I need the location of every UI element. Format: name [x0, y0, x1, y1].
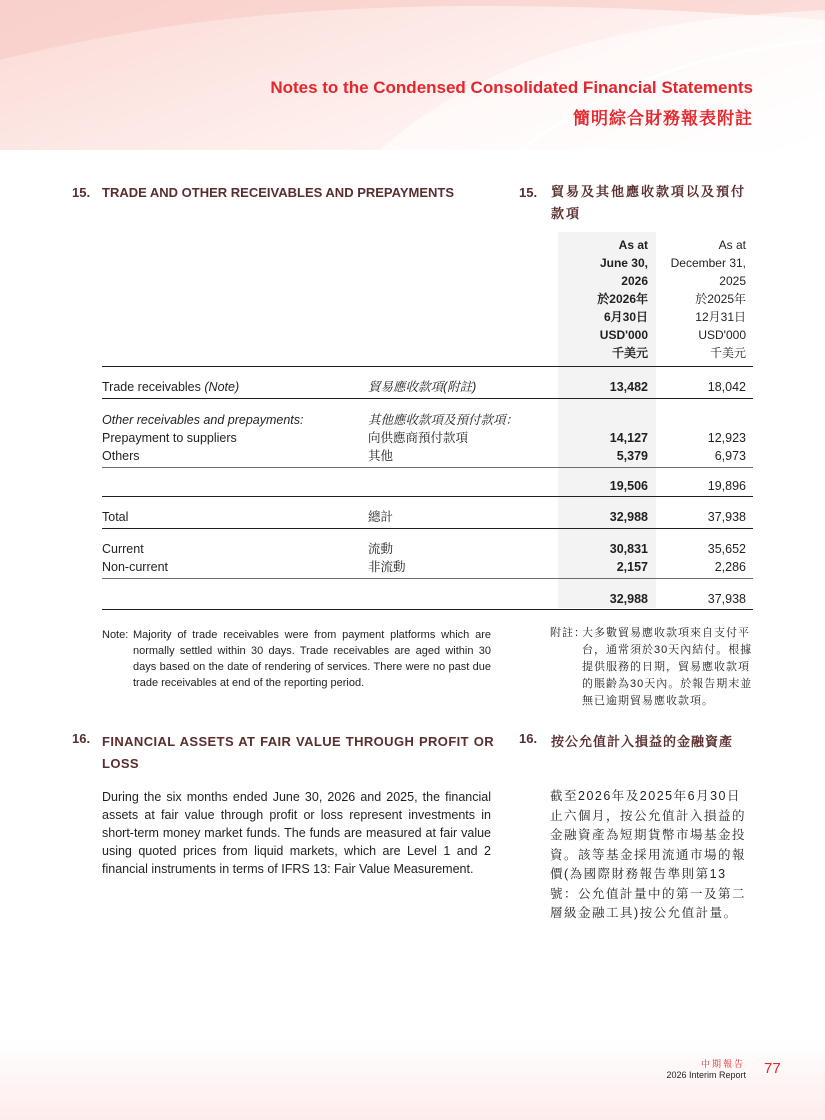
footer-background	[0, 1040, 825, 1120]
table-row-prepayment: Prepayment to suppliers 向供應商預付款項 14,127 12,923	[102, 431, 746, 445]
row-rule	[102, 467, 753, 468]
table-row-trade-receivables: Trade receivables (Note) 貿易應收款項(附註) 13,482 18,042	[102, 380, 746, 394]
table-row-non-current: Non-current 非流動 2,157 2,286	[102, 560, 746, 574]
section-15-heading-zh: 貿易及其他應收款項以及預付款項	[551, 184, 747, 221]
table-header-rule	[102, 366, 753, 367]
page-number: 77	[764, 1060, 781, 1077]
table-row-grand-total: 32,988 37,938	[609, 592, 746, 606]
section-16-heading-zh: 按公允值計入損益的金融資產	[551, 734, 734, 749]
note-en: Note: Majority of trade receivables were from payment platforms which are normally settled within 30 days. Trade receivables are aged within 30 days based on the date of rendering of services. There were no past due trade receivables at end of the reporting period.	[102, 629, 491, 689]
section-15-heading-en: TRADE AND OTHER RECEIVABLES AND PREPAYMENTS	[102, 185, 454, 200]
section-15-number-zh: 15.	[519, 185, 538, 200]
row-rule	[102, 398, 753, 399]
footer-report-zh: 中期報告	[700, 1059, 745, 1069]
table-row-others: Others 其他 5,379 6,973	[102, 449, 746, 463]
table-row-subtotal: 19,506 19,896	[609, 479, 746, 493]
section-15-number: 15.	[72, 185, 91, 200]
section-16-heading-en: FINANCIAL ASSETS AT FAIR VALUE THROUGH PROFIT OR LOSS	[102, 734, 494, 771]
column-header-current: As at June 30, 2026 於2026年 6月30日 USD'000 千美元	[597, 238, 648, 360]
section-16-paragraph-zh: 截至2026年及2025年6月30日止六個月，按公允值計入損益的金融資產為短期貨幣市場基金投資。該等基金採用流通市場的報價(為國際財務報告準則第13號：公允值計量中的第一及第二層級金融工具)按公允值計量。	[550, 789, 747, 920]
row-rule	[102, 496, 753, 497]
page-title-zh: 簡明綜合財務報表附註	[573, 109, 753, 128]
row-rule	[102, 528, 753, 529]
table-row-total: Total 總計 32,988 37,938	[102, 510, 746, 524]
column-header-previous: As at December 31, 2025 於2025年 12月31日 USD'000 千美元	[670, 238, 746, 360]
section-16-number: 16.	[72, 731, 91, 746]
table-row-other-heading: Other receivables and prepayments: 其他應收款項及預付款項：	[102, 413, 519, 427]
table-row-current: Current 流動 30,831 35,652	[102, 542, 746, 556]
row-rule	[102, 609, 753, 610]
section-16-paragraph-en: During the six months ended June 30, 2026 and 2025, the financial assets at fair value through profit or loss represent investments in short-term money market funds. The funds are measured at fair value using quoted prices from liquid markets, which are Level 1 and 2 financial instruments in terms of IFRS 13: Fair Value Measurement.	[102, 790, 491, 876]
section-16-number-zh: 16.	[519, 731, 538, 746]
row-rule	[102, 578, 753, 579]
page-title-en: Notes to the Condensed Consolidated Financial Statements	[270, 78, 753, 97]
footer-report-en: 2026 Interim Report	[666, 1070, 746, 1080]
note-zh: 附註： 大多數貿易應收款項來自支付平台，通常須於30天內結付。根據提供服務的日期，貿易應收款項的賬齡為30天內。於報告期末並無已逾期貿易應收款項。	[550, 627, 753, 707]
